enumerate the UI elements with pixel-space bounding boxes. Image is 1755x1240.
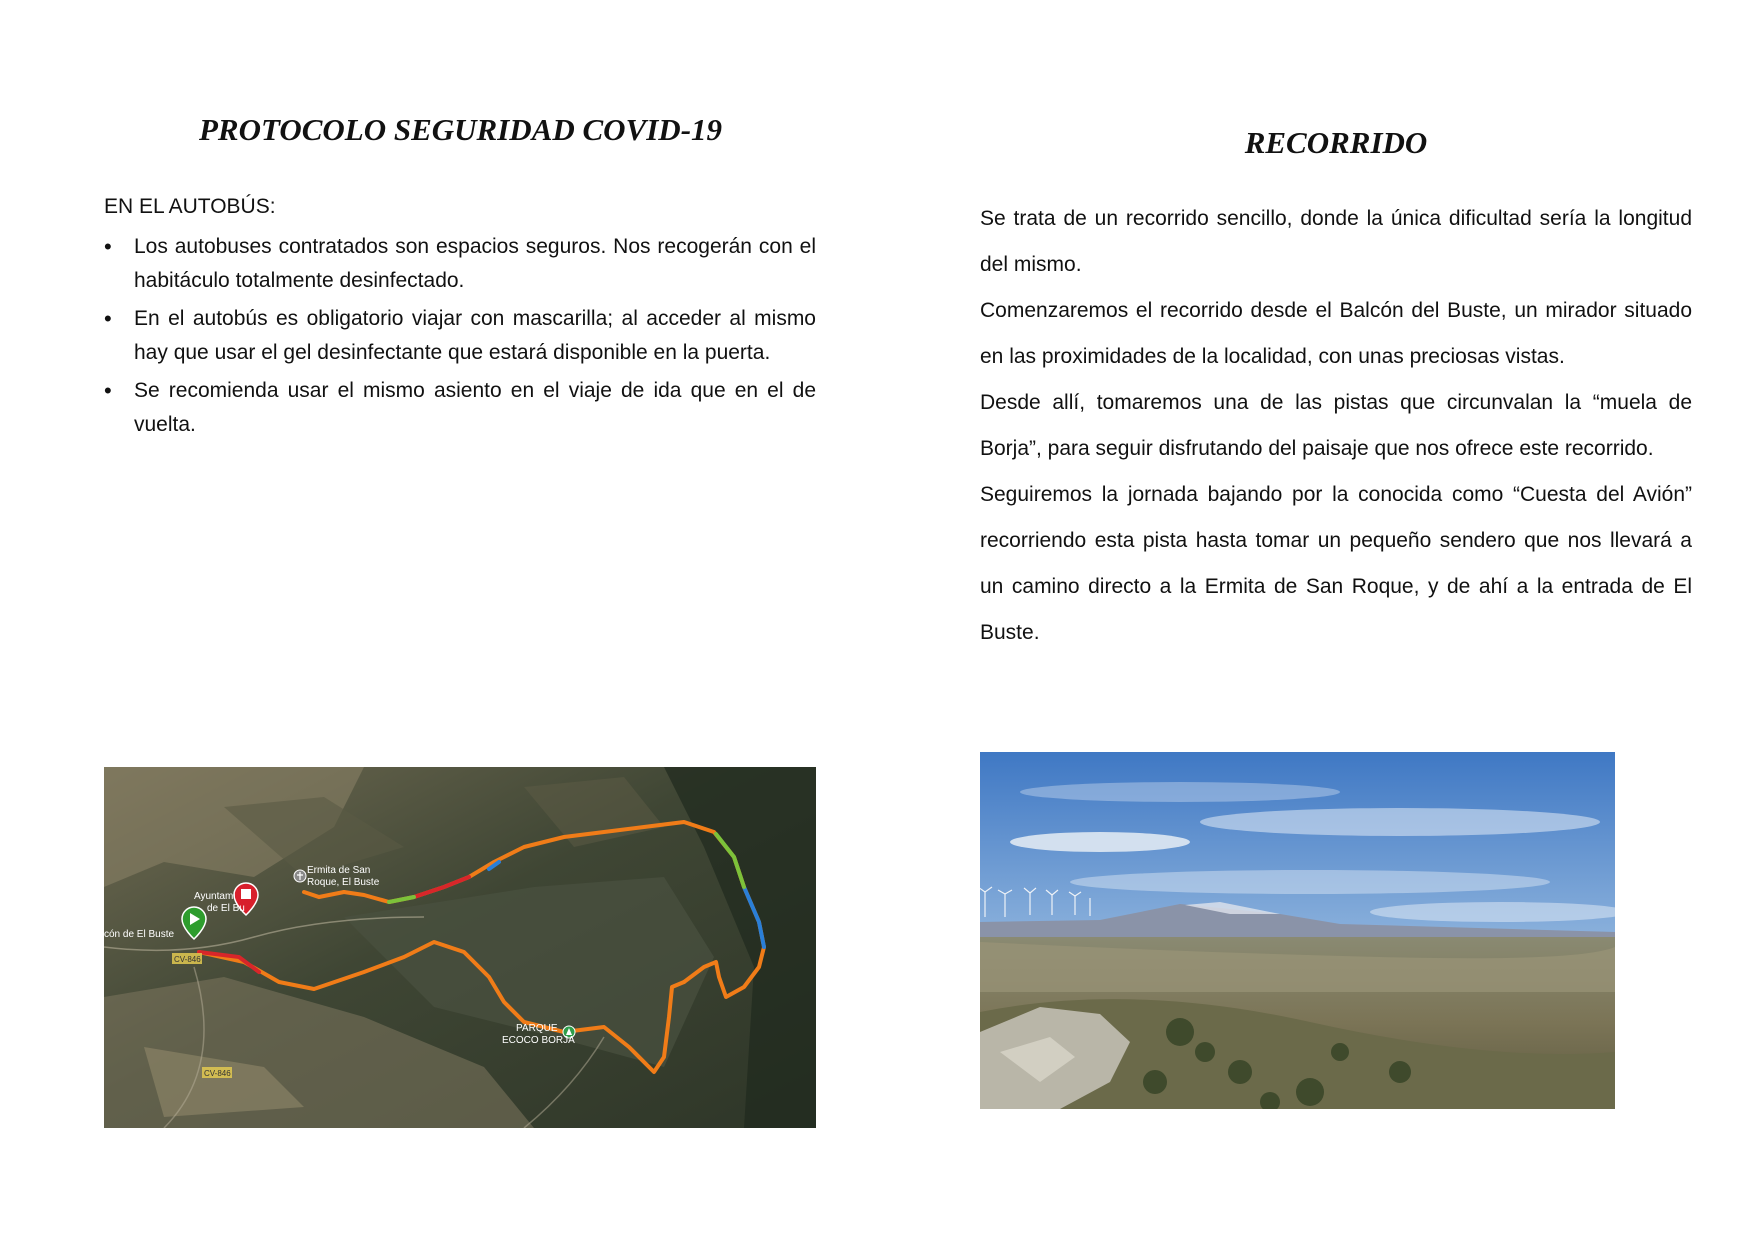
map-label: cón de El Buste: [104, 929, 175, 940]
map-label: ECOCO BORJA: [502, 1035, 575, 1046]
route-paragraph: Se trata de un recorrido sencillo, donde la única dificultad sería la longitud del mismo.: [980, 207, 1692, 276]
route-title: RECORRIDO: [1244, 125, 1428, 160]
road-label: CV-846: [174, 955, 201, 964]
list-item: • Se recomienda usar el mismo asiento en el viaje de ida que en el de vuelta.: [104, 374, 816, 442]
map-label: Roque, El Buste: [307, 877, 380, 888]
ermita-marker-icon: [294, 870, 306, 882]
bus-rules-list: [104, 230, 816, 442]
map-label: PARQUE: [516, 1023, 558, 1034]
bus-section-label: EN EL AUTOBÚS:: [104, 195, 276, 218]
route-description: [980, 196, 1692, 656]
route-map-image: [104, 767, 816, 1128]
list-item: • Los autobuses contratados son espacios seguros. Nos recogerán con el habitáculo totalmente desinfectado.: [104, 230, 816, 298]
covid-protocol-section: [104, 190, 816, 446]
route-paragraph: Seguiremos la jornada bajando por la conocida como “Cuesta del Avión” recorriendo esta pista hasta tomar un pequeño sendero que nos llevará a un camino directo a la Ermita de San Roque, y de ahí a la entrada de El Buste.: [980, 483, 1692, 644]
route-paragraph: Comenzaremos el recorrido desde el Balcón del Buste, un mirador situado en las proximidades de la localidad, con unas preciosas vistas.: [980, 299, 1692, 368]
covid-protocol-title: PROTOCOLO SEGURIDAD COVID-19: [198, 112, 723, 147]
road-label: CV-846: [204, 1069, 231, 1078]
map-label: Ermita de San: [307, 865, 371, 876]
map-label: de El Bu: [207, 903, 245, 914]
route-paragraph: Desde allí, tomaremos una de las pistas que circunvalan la “muela de Borja”, para seguir disfrutando del paisaje que nos ofrece este recorrido.: [980, 391, 1692, 460]
list-item: • En el autobús es obligatorio viajar con mascarilla; al acceder al mismo hay que usar el gel desinfectante que estará disponible en la puerta.: [104, 302, 816, 370]
landscape-photo: [980, 752, 1615, 1109]
map-label: Ayuntami: [194, 891, 236, 902]
